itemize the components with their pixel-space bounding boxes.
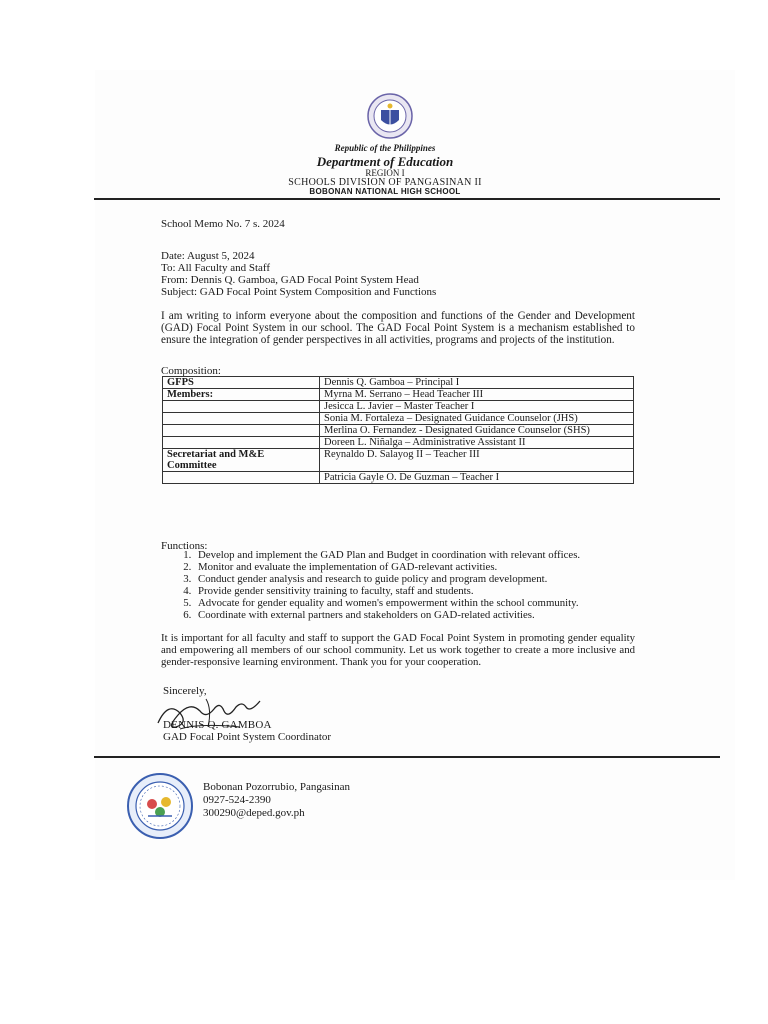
member-cell: Dennis Q. Gamboa – Principal I	[320, 377, 634, 389]
role-cell	[163, 413, 320, 425]
member-cell: Merlina O. Fernandez - Designated Guidance Counselor (SHS)	[320, 425, 634, 437]
table-row	[163, 437, 634, 449]
role-cell: GFPS	[163, 377, 320, 389]
table-row	[163, 377, 634, 389]
salutation: Sincerely,	[163, 685, 207, 697]
functions-list	[180, 549, 580, 621]
header-divider	[94, 198, 720, 200]
composition-title: Composition:	[161, 365, 221, 377]
role-cell	[163, 401, 320, 413]
table-row	[163, 389, 634, 401]
memo-subject: Subject: GAD Focal Point System Composition and Functions	[161, 286, 437, 298]
division-line: SCHOOLS DIVISION OF PANGASINAN II	[288, 177, 482, 188]
member-cell: Jesicca L. Javier – Master Teacher I	[320, 401, 634, 413]
member-cell: Sonia M. Fortaleza – Designated Guidance Counselor (JHS)	[320, 413, 634, 425]
list-item: 1. Develop and implement the GAD Plan and Budget in coordination with relevant offices.	[194, 549, 580, 561]
region-line: REGION I	[365, 168, 405, 178]
footer-phone: 0927-524-2390	[203, 794, 271, 806]
list-item: 2. Monitor and evaluate the implementation of GAD-relevant activities.	[194, 561, 580, 573]
list-item: 3. Conduct gender analysis and research to guide policy and program development.	[194, 573, 580, 585]
footer-email: 300290@deped.gov.ph	[203, 807, 305, 819]
republic-line: Republic of the Philippines	[334, 143, 436, 153]
deped-seal-logo	[367, 93, 413, 139]
footer-address: Bobonan Pozorrubio, Pangasinan	[203, 781, 350, 793]
intro-paragraph: I am writing to inform everyone about the composition and functions of the Gender and Development (GAD) Focal Point System in our school. The GAD Focal Point System is a mechanism established to ensure the integration of gender perspectives in all activities, programs and projects of the institution.	[161, 310, 635, 346]
member-cell: Myrna M. Serrano – Head Teacher III	[320, 389, 634, 401]
signatory-name: DENNIS Q. GAMBOA	[163, 719, 272, 731]
list-item: 4. Provide gender sensitivity training to faculty, staff and students.	[194, 585, 580, 597]
signatory-title: GAD Focal Point System Coordinator	[163, 731, 332, 743]
member-cell: Reynaldo D. Salayog II – Teacher III	[320, 449, 634, 472]
role-cell	[163, 425, 320, 437]
role-cell	[163, 437, 320, 449]
school-name: BOBONAN NATIONAL HIGH SCHOOL	[309, 187, 461, 196]
role-cell: Secretariat and M&E Committee	[163, 449, 320, 472]
closing-paragraph: It is important for all faculty and staff to support the GAD Focal Point System in promoting gender equality and empowering all members of our school community. Let us work together to create a more inclusive and gender-responsive learning environment. Thank you for your cooperation.	[161, 632, 635, 668]
memo-from: From: Dennis Q. Gamboa, GAD Focal Point System Head	[161, 274, 419, 286]
functions-title: Functions:	[161, 540, 208, 552]
list-item: 6. Coordinate with external partners and stakeholders on GAD-related activities.	[194, 609, 580, 621]
table-row	[163, 413, 634, 425]
memo-to: To: All Faculty and Staff	[161, 262, 271, 274]
role-cell: Members:	[163, 389, 320, 401]
table-row	[163, 449, 634, 472]
table-row	[163, 401, 634, 413]
memo-date: Date: August 5, 2024	[161, 250, 255, 262]
table-row	[163, 472, 634, 484]
table-row	[163, 425, 634, 437]
list-item: 5. Advocate for gender equality and women's empowerment within the school community.	[194, 597, 580, 609]
department-title: Department of Education	[316, 154, 454, 169]
memo-number: School Memo No. 7 s. 2024	[161, 218, 285, 230]
footer-divider	[94, 756, 720, 758]
composition-table	[162, 376, 634, 484]
member-cell: Doreen L. Niñalga – Administrative Assistant II	[320, 437, 634, 449]
school-seal-logo	[126, 772, 194, 840]
role-cell	[163, 472, 320, 484]
member-cell: Patricia Gayle O. De Guzman – Teacher I	[320, 472, 634, 484]
